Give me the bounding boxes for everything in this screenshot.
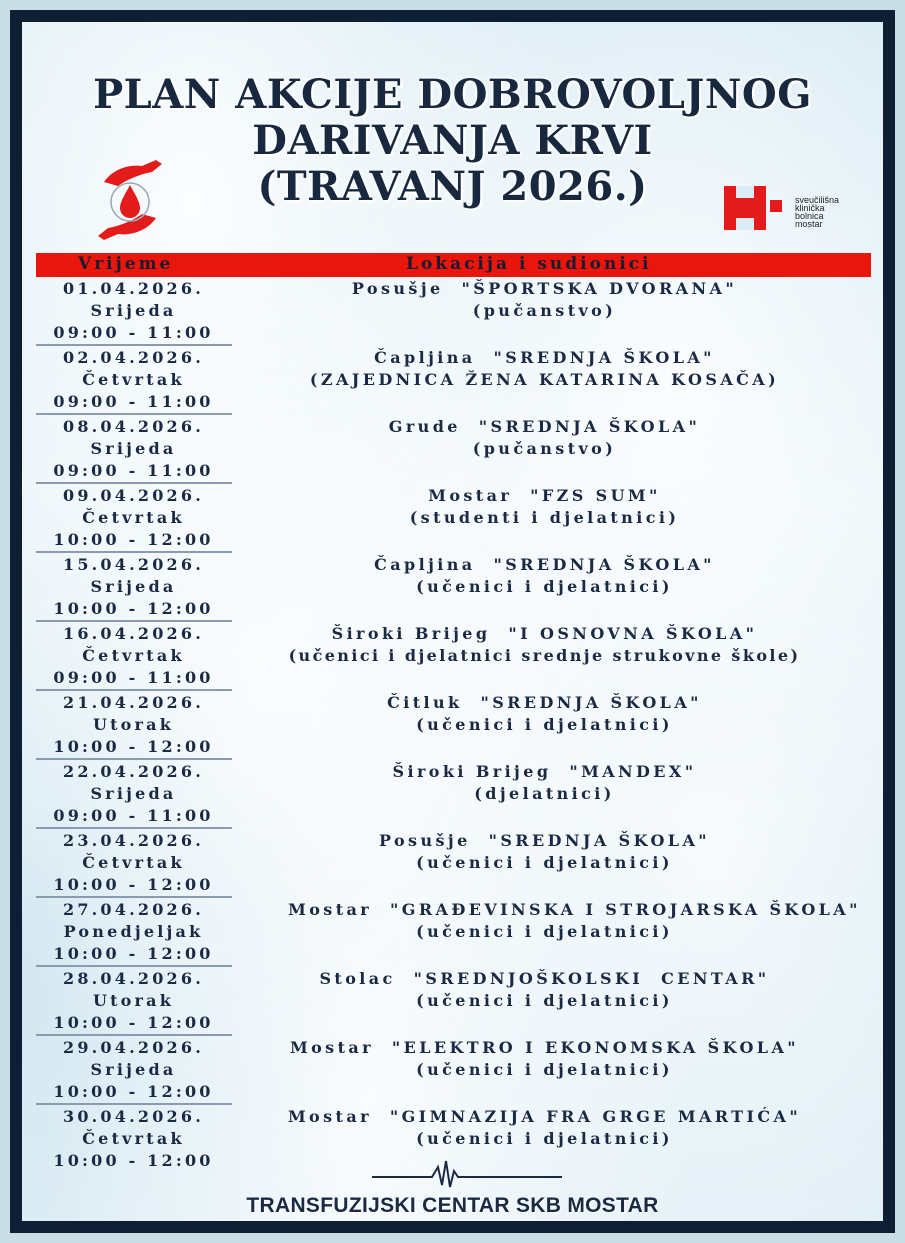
row-day: Četvrtak [82,508,185,527]
row-date: 09.04.2026. [63,486,204,505]
row-participants: (pučanstvo) [472,301,617,320]
title-line-2: DARIVANJA KRVI [252,117,653,164]
title-line-3: (TRAVANJ 2026.) [257,163,648,210]
row-location: Posušje "SREDNJA ŠKOLA" [378,831,711,850]
row-location: Stolac "SREDNJOŠKOLSKI CENTAR" [319,969,770,988]
row-location: Široki Brijeg "I OSNOVNA ŠKOLA" [331,624,758,643]
row-participants: (pučanstvo) [472,439,617,458]
table-header [36,253,871,277]
row-time: 10:00 - 12:00 [53,875,214,894]
table-row [22,346,883,415]
row-participants: (djelatnici) [474,784,615,803]
row-date: 30.04.2026. [63,1107,204,1126]
row-day: Utorak [92,715,175,734]
row-date: 21.04.2026. [63,693,204,712]
row-date: 15.04.2026. [63,555,204,574]
row-time: 09:00 - 11:00 [53,323,214,342]
row-time: 10:00 - 12:00 [53,944,214,963]
row-date: 22.04.2026. [63,762,204,781]
row-participants: (ZAJEDNICA ŽENA KATARINA KOSAČA) [309,370,780,389]
row-location: Čapljina "SREDNJA ŠKOLA" [374,555,715,574]
row-location: Mostar "ELEKTRO I EKONOMSKA ŠKOLA" [289,1038,799,1057]
row-participants: (učenici i djelatnici) [416,922,673,941]
row-time: 09:00 - 11:00 [53,461,214,480]
row-day: Četvrtak [82,853,185,872]
row-participants: (učenici i djelatnici) [416,577,673,596]
row-date: 29.04.2026. [63,1038,204,1057]
header-location: Lokacija i sudionici [406,254,652,274]
row-date: 28.04.2026. [63,969,204,988]
row-time: 09:00 - 11:00 [53,806,214,825]
row-participants: (učenici i djelatnici) [416,715,673,734]
table-row [22,967,883,1036]
row-time: 10:00 - 12:00 [53,530,214,549]
header-time: Vrijeme [78,254,174,274]
row-date: 16.04.2026. [63,624,204,643]
row-location: Grude "SREDNJA ŠKOLA" [388,417,701,436]
row-date: 02.04.2026. [63,348,204,367]
row-day: Ponedjeljak [63,922,204,941]
row-participants: (učenici i djelatnici) [416,991,673,1010]
row-participants: (učenici i djelatnici) [416,1060,673,1079]
row-day: Utorak [92,991,175,1010]
row-date: 01.04.2026. [63,279,204,298]
table-row [22,898,883,967]
row-time: 10:00 - 12:00 [53,1151,214,1170]
hospital-logo [722,184,862,234]
row-location: Posušje "ŠPORTSKA DVORANA" [351,279,738,298]
row-day: Srijeda [90,301,177,320]
row-time: 10:00 - 12:00 [53,737,214,756]
poster [22,22,883,1221]
table-row [22,553,883,622]
blood-drop-hands-icon [82,152,178,248]
row-participants: (učenici i djelatnici) [416,1129,673,1148]
row-day: Četvrtak [82,370,185,389]
row-date: 08.04.2026. [63,417,204,436]
table-row [22,829,883,898]
row-time: 09:00 - 11:00 [53,668,214,687]
row-participants: (učenici i djelatnici) [416,853,673,872]
row-date: 23.04.2026. [63,831,204,850]
hospital-logo-text: sveučilišna klinička bolnica mostar [795,195,840,229]
row-location: Čapljina "SREDNJA ŠKOLA" [374,348,715,367]
row-location: Čitluk "SREDNJA ŠKOLA" [387,693,702,712]
row-day: Četvrtak [82,1129,185,1148]
row-time: 10:00 - 12:00 [53,599,214,618]
table-row [22,277,883,346]
table-row [22,484,883,553]
row-day: Četvrtak [82,646,185,665]
title-line-1: PLAN AKCIJE DOBROVOLJNOG [93,71,812,118]
poster-frame [10,10,895,1233]
heartbeat-icon [372,1157,562,1193]
row-day: Srijeda [90,784,177,803]
row-time: 09:00 - 11:00 [53,392,214,411]
row-location: Mostar "FZS SUM" [428,486,661,505]
row-location: Mostar "GIMNAZIJA FRA GRGE MARTIĆA" [287,1107,802,1126]
row-time: 10:00 - 12:00 [53,1013,214,1032]
table-row [22,760,883,829]
row-day: Srijeda [90,439,177,458]
row-participants: (učenici i djelatnici srednje strukovne škole) [288,646,801,665]
row-location: Široki Brijeg "MANDEX" [392,762,697,781]
footer-title: TRANSFUZIJSKI CENTAR SKB MOSTAR [246,1194,659,1217]
table-row [22,622,883,691]
row-time: 10:00 - 12:00 [53,1082,214,1101]
hospital-cross-icon [722,186,790,230]
row-participants: (studenti i djelatnici) [409,508,680,527]
row-location: Mostar "GRAĐEVINSKA I STROJARSKA ŠKOLA" [288,900,861,919]
table-row [22,1036,883,1105]
row-date: 27.04.2026. [63,900,204,919]
row-day: Srijeda [90,577,177,596]
row-day: Srijeda [90,1060,177,1079]
table-row [22,691,883,760]
table-row [22,415,883,484]
schedule-table [22,277,883,1174]
